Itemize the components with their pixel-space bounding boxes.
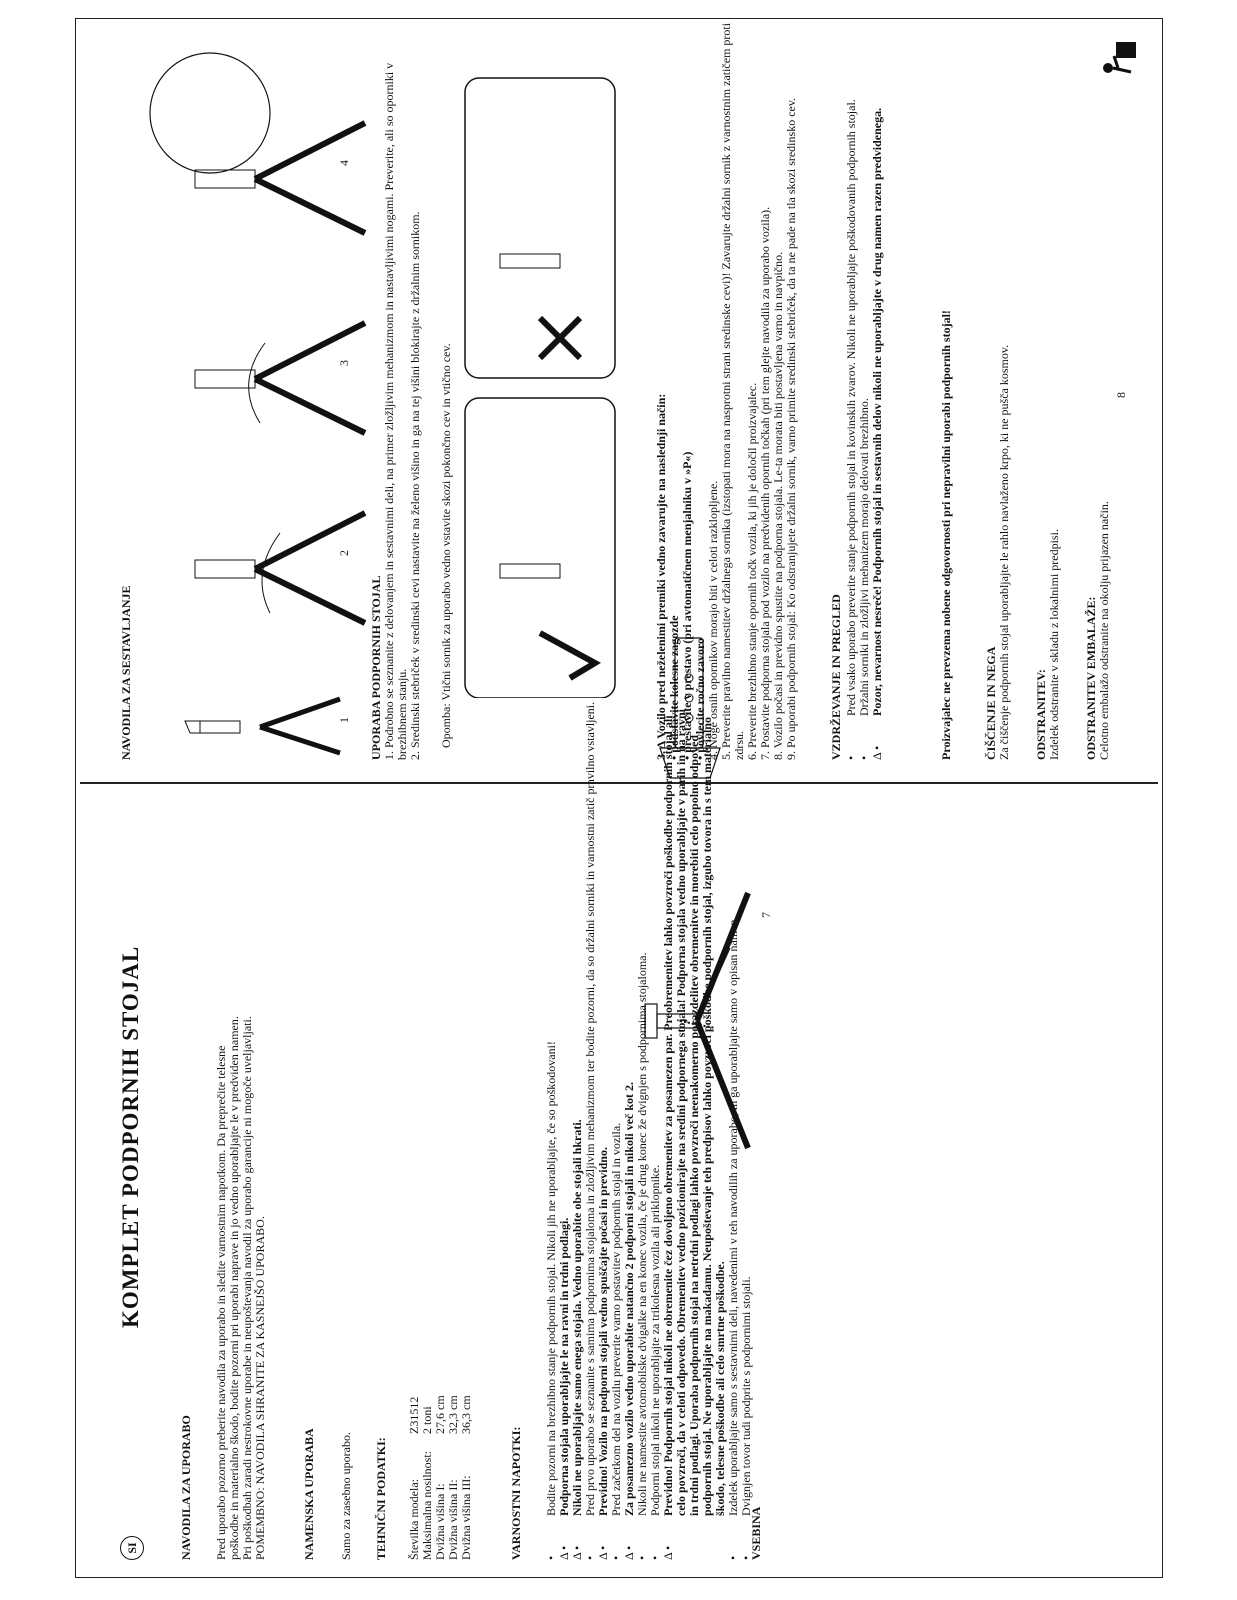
list-item-text: Nikoli ne uporabljajte samo enega stojala. Vedno uporabite obe stojali hkrati. [570,1119,584,1516]
language-badge: SI [120,1500,144,1560]
list-item-text: Izdelek uporabljajte samo s sestavnimi deli, navedenimi v teh navodilih za uporabo, in ga uporabljajte samo v opisan namen. [726,916,740,1516]
usage-text: Pred uporabo pozorno preberite navodila za uporabo in sledite varnostnim napotkom. Da preprečite telesne poškodbe in materialno škodo, bodite pozorni pri uporabi naprave in jo vedno uporabljajte le v predviden namen. Pri poškodbah zaradi nestrokovne uporabe in neupoštevanja navodil za uporabo garancije ni mogoče uveljavljati. POMEMBNO: NAVODILA SHRANITE ZA KASNEJŠO UPORABO. [214,1016,267,1560]
dispose-heading: ODSTRANITEV: [1034,669,1048,760]
step-2-figure [195,513,365,623]
bullet-marker: • [544,1555,558,1560]
maint-list [845,20,884,760]
brake-list-item: 9. Po uporabi podpornih stojal: Ko odstranjujete držalni sornik, varno primite sredinski stebriček, da ta ne pade na tla skozi sredinsko cev. [784,97,798,760]
brake-list-item: 4. Noge osnih opornikov morajo biti v celoti razklopljene. [706,480,720,760]
contents-heading: VSEBINA [749,1506,763,1560]
pack-text: Celotno embalažo odstranite na okolju prijazen način. [1097,501,1111,760]
tech-row: Dvižna višina III: 36,3 cm [459,1395,473,1560]
list-item-text: Nikoli ne namestite avtomobilske dvigalke na en konec vozila, če je drug konec že dvignjen s podpornima stojaloma. [635,952,649,1516]
bullet-marker: • [844,755,858,760]
pack-heading: ODSTRANITEV EMBALAŽE: [1084,596,1098,760]
list-item-text: Pred začetkom del na vozilu preverite varno postavitev podpornih stojal in vozila. [609,1122,623,1516]
bullet-marker: • [857,755,871,760]
brake-list-item: 3. Δ Vozilo pred neželenimi premiki vedno zavarujte na naslednji način: [654,393,668,760]
tech-row: Dvižna višina II: 32,3 cm [446,1395,460,1560]
list-item-text: Bodite pozorni na brezhibno stanje podpornih stojal. Nikoli jih ne uporabljajte, če so poškodovani! [544,1041,558,1516]
page-8 [80,20,1158,778]
use-heading: UPORABA PODPORNIH STOJAL [369,575,383,760]
usage-heading: NAVODILA ZA UPORABO [179,1415,193,1560]
step-3-figure [195,323,365,433]
assembly-heading: NAVODILA ZA SESTAVLJANJE [119,585,133,760]
list-item-text: Podporni stojal nikoli ne uporabljajte za trikolesna vozila ali priklopnike. [648,1164,662,1516]
bullet-marker: • [648,1555,662,1560]
maint-heading: VZDRŽEVANJE IN PREGLED [829,594,843,760]
stand-illustration [640,878,760,1178]
brake-list [655,20,798,760]
bullet-marker: • [609,1555,623,1560]
tech-row: Maksimalna nosilnost: 2 toni [420,1406,434,1560]
list-item [871,20,884,760]
tech-table [408,1260,473,1560]
brake-list-item: 7. Postavite podporna stojala pod vozilo na predvidenih opornih točkah (pri tem glejte navodila za uporabo vozila). [758,206,772,760]
bullet-marker: Δ • [557,1545,571,1560]
tech-heading: TEHNIČNI PODATKI: [374,1437,388,1560]
tech-row: Dvižna višina I: 27,6 cm [433,1395,447,1560]
safety-heading: VARNOSTNI NAPOTKI: [509,1426,523,1560]
list-item-text: Za posamezno vozilo vedno uporabite natančno 2 podporni stojali in nikoli več kot 2. [622,1081,636,1516]
recycle-bin-icon [1100,38,1140,78]
step-label-1: 1 [337,717,351,723]
dispose-text: Izdelek odstranite v skladu z lokalnimi predpisi. [1047,529,1061,760]
clean-text: Za čiščenje podpornih stojal uporabljajte le rahlo navlaženo krpo, ki ne pušča kosmov. [997,344,1011,760]
brake-list-item: • podstavite kolesne zagozde [667,615,681,760]
bullet-marker: Δ • [870,745,884,760]
tech-row: Številka modela: Z31512 [407,1396,421,1560]
step-4-figure [150,53,365,233]
page-title: KOMPLET PODPORNIH STOJAL [118,945,143,1328]
brake-list-item: 8. Vozilo počasi in previdno spustite na podporna stojala. Le-ta morata biti postavljena varno in navpično. [771,251,785,760]
list-item-text: Pred vsako uporabo preverite stanje podpornih stojal in kovinskih zvarov. Nikoli ne uporabljajte poškodovanih podpornih stojal. [844,99,858,716]
step-label-4: 4 [337,160,351,166]
list-item-text: Dvignjen tovor tudi podprite s podpornimi stojali. [739,1276,753,1516]
correct-incorrect-figures [460,58,620,698]
bullet-marker: Δ • [622,1545,636,1560]
step-1-figure [185,699,340,753]
step-label-3: 3 [337,360,351,366]
page-number: 7 [759,912,773,918]
bullet-marker: • [726,1555,740,1560]
liability-text: Proizvajalec ne prevzema nobene odgovornosti pri nepravilni uporabi podpornih stojal! [939,310,953,760]
bullet-marker: Δ • [596,1545,610,1560]
brake-list-item: 5. Preverite pravilno namestitev držalnega sornika (izstopati mora na nasprotni strani sredinske cevi)! Zavarujte držalni sornik z varnostnim zatičem proti zdrsu. [719,22,746,760]
brake-list-item: • povlecite ročno zavoro [693,637,707,760]
list-item-text: Držalni sorniki in zložljivi mehanizem morajo delovati brezhibno. [857,398,871,716]
note-text: Opomba: Vtični sornik za uporabo vedno vstavite skozi pokončno cev in vtično cev. [439,343,453,748]
list-item-text: Podporna stojala uporabljajte le na ravni in trdni podlagi. [557,1217,571,1516]
intended-heading: NAMENSKA UPORABA [302,1428,316,1560]
clean-heading: ČIŠČENJE IN NEGA [984,646,998,760]
use-list: 1. Podrobno se seznanite z delovanjem in sestavnimi deli, na primer zložljivim mehanizmom in nastavljivimi nogami. Preverite, ali so oporniki v brezhibnem stanju. 2. Sredinski stebriček v sredinski cevi nastavite na želeno višino in ga na tej višini blokirajte z držalnim sornikom. [382,62,422,760]
list-item-text: Previdno! Podpornih stojal nikoli ne obremenite čez dovoljeno obremenitev za posamezen par. Preobremenitev lahko povzroči poškodbe podpornih stojal ali celo povzroči, da v celoti odpovedo. Obremenitev vedno pozicionirajte na sredini podpornega stojala! Podporna stojala vedno uporabljajte v parih in na ravni in trdni podlagi. Uporaba podpornih stojal na netrdni podlagi lahko povzroči neenakomerno porazdelitev obremenitve in morebiti celo popolno odpoved podpornih stojal. Ne uporabljajte na makadamu. Neupoštevanje teh predpisov lahko povzroči poškodbe podpornih stojal, izgubo tovora in s tem materialno škodo, telesne poškodbe ali celo smrtne poškodbe. [661,708,727,1516]
page-number: 8 [1114,392,1128,398]
list-item-text: Previdno! Vozilo na podporni stojali vedno spuščajte počasi in previdno. [596,1147,610,1516]
bullet-marker: Δ • [570,1545,584,1560]
bullet-marker: • [739,1555,753,1560]
brake-list-item: • prestavite v prestavo (pri avtomatičnem menjalniku v »P«) [680,451,694,760]
bullet-marker: • [635,1555,649,1560]
intended-text: Samo za zasebno uporabo. [339,1432,353,1560]
bullet-marker: Δ • [661,1545,675,1560]
brake-list-item: 6. Preverite brezhibno stanje opornih točk vozila, ki jih je določil proizvajalec. [745,382,759,760]
assembly-steps [140,23,400,763]
list-item-text: Pred prvo uporabo se seznanite s samima podpornima stojaloma in zložljivim mehanizmom ter bodite pozorni, da so držalni sorniki in varnostni zatič pravilno vstavljeni. [583,701,597,1516]
step-label-2: 2 [337,550,351,556]
bullet-marker: • [583,1555,597,1560]
list-item-text: Pozor, nevarnost nesreče! Podpornih stojal in sestavnih delov nikoli ne uporabljajte v drug namen razen predvidenega. [870,107,884,716]
